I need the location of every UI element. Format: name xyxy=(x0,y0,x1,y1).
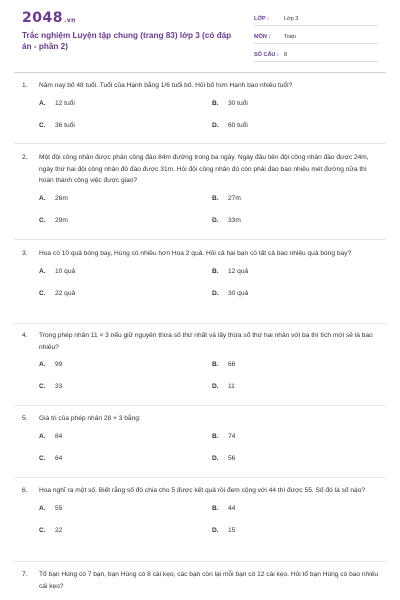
meta-row-subject xyxy=(254,30,378,44)
question-6 xyxy=(22,485,382,545)
options-group xyxy=(22,433,382,473)
options-group xyxy=(22,505,382,545)
option-d[interactable]: D. 33m xyxy=(212,216,241,224)
options-group xyxy=(22,195,382,235)
option-c[interactable]: C. 64 xyxy=(39,454,63,462)
option-d[interactable]: D. 60 tuổi xyxy=(212,121,248,129)
question-number: 5. xyxy=(22,415,28,422)
option-c[interactable]: C. 29m xyxy=(39,216,68,224)
question-text xyxy=(22,413,382,425)
question-number: 4. xyxy=(22,332,28,339)
question-divider xyxy=(14,143,386,144)
page-title: Trắc nghiệm Luyện tập chung (trang 83) lớp 3 (có đáp án - phần 2) xyxy=(22,31,232,51)
options-group xyxy=(22,268,382,308)
options-group xyxy=(22,361,382,401)
meta-value: Toán xyxy=(284,33,296,40)
question-number: 1. xyxy=(22,82,28,89)
option-a[interactable]: A. 84 xyxy=(39,432,63,440)
option-b[interactable]: B. 44 xyxy=(212,504,236,512)
option-c[interactable]: C. 36 tuổi xyxy=(39,121,75,129)
option-a[interactable]: A. 12 tuổi xyxy=(39,99,75,107)
meta-label: SỐ CÂU : xyxy=(254,51,279,58)
option-c[interactable]: C. 22 xyxy=(39,526,63,534)
header-divider xyxy=(14,72,386,73)
site-logo[interactable] xyxy=(22,10,76,26)
question-body: Một đội công nhân được phân công đào 84m đường trong ba ngày. Ngày đầu tiên đội công nhân đào được 24m, ngày thứ hai đội công nhân đó đào được 31m. Hỏi đội công nhân đó còn phải đào bao nhiêu mét đường nữa thì hoàn thành công việc được giao? xyxy=(39,154,369,184)
question-divider xyxy=(14,477,386,478)
question-body: Tổ bạn Hùng có 7 bạn, bạn Hùng có 8 cái kẹo, các bạn còn lại mỗi bạn có 12 cái kẹo. Hỏi tổ bạn Hùng có bao nhiêu cái kẹo? xyxy=(39,571,379,590)
option-d[interactable]: D. 30 quả xyxy=(212,289,249,297)
question-number: 3. xyxy=(22,250,28,257)
question-divider xyxy=(14,323,386,324)
question-body: Giá trị của phép nhân 28 × 3 bằng: xyxy=(39,415,141,422)
meta-panel xyxy=(254,12,378,66)
option-b[interactable]: B. 66 xyxy=(212,361,236,368)
question-4 xyxy=(22,330,382,401)
page-header xyxy=(0,0,400,64)
option-d[interactable]: D. 11 xyxy=(212,383,235,390)
options-group xyxy=(22,100,382,140)
question-text xyxy=(22,248,382,260)
question-body: Hoa có 10 quả bóng bay, Hùng có nhiều hơn Hoa 2 quả. Hỏi cả hai bạn có tất cả bao nhiêu quả bóng bay? xyxy=(39,250,352,257)
question-body: Hoa nghĩ ra một số. Biết rằng số đó chia cho 5 được kết quả rồi đem cộng với 44 thì được 55. Số đó là số nào? xyxy=(39,487,366,494)
meta-row-count xyxy=(254,48,378,62)
question-5 xyxy=(22,413,382,473)
option-b[interactable]: B. 12 quả xyxy=(212,267,249,275)
option-b[interactable]: B. 30 tuổi xyxy=(212,99,248,107)
question-divider xyxy=(14,561,386,562)
question-number: 7. xyxy=(22,571,28,578)
option-a[interactable]: A. 10 quả xyxy=(39,267,76,275)
option-b[interactable]: B. 27m xyxy=(212,194,241,202)
question-number: 6. xyxy=(22,487,28,494)
option-a[interactable]: A. 99 xyxy=(39,361,63,368)
question-divider xyxy=(14,405,386,406)
option-a[interactable]: A. 26m xyxy=(39,194,68,202)
question-2 xyxy=(22,152,382,235)
logo-main: 2048 xyxy=(22,10,63,26)
meta-value: 8 xyxy=(284,51,288,58)
option-d[interactable]: D. 56 xyxy=(212,454,236,462)
question-text xyxy=(22,152,382,187)
question-number: 2. xyxy=(22,154,28,161)
meta-row-class xyxy=(254,12,378,26)
question-text xyxy=(22,80,382,92)
question-divider xyxy=(14,239,386,240)
meta-label: MÔN : xyxy=(254,33,271,40)
meta-value: Lớp 3 xyxy=(284,15,299,22)
question-body: Trong phép nhân 11 × 3 nếu giữ nguyên thừa số thứ nhất và lấy thừa số thứ hai nhân với ba thì tích mới sẽ là bao nhiêu? xyxy=(39,332,373,351)
question-text xyxy=(22,485,382,497)
meta-label: LỚP : xyxy=(254,15,269,22)
question-1 xyxy=(22,80,382,140)
question-7 xyxy=(22,569,382,592)
option-c[interactable]: C. 22 quả xyxy=(39,289,76,297)
option-a[interactable]: A. 55 xyxy=(39,504,63,512)
question-text xyxy=(22,569,382,592)
question-3 xyxy=(22,248,382,308)
logo-tld: .vn xyxy=(63,17,76,24)
option-c[interactable]: C. 33 xyxy=(39,383,63,390)
option-d[interactable]: D. 15 xyxy=(212,526,236,534)
question-body: Năm nay bố 48 tuổi. Tuổi của Hạnh bằng 1/6 tuổi bố. Hỏi bố hơn Hạnh bao nhiêu tuổi? xyxy=(39,82,293,89)
option-b[interactable]: B. 74 xyxy=(212,432,236,440)
question-text xyxy=(22,330,382,353)
